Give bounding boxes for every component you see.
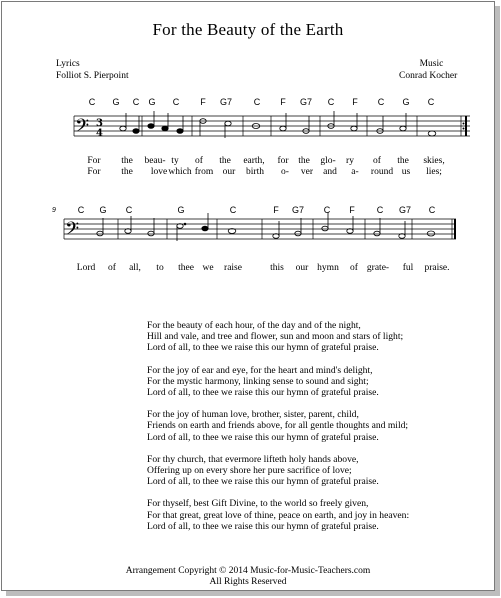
chord-symbol: C xyxy=(428,205,436,215)
staff-system-2-notes xyxy=(97,213,435,241)
lyrics-label: Lyrics xyxy=(56,59,80,69)
lyricist-name: Folliot S. Pierpoint xyxy=(56,71,129,81)
chord-symbol: C xyxy=(253,97,261,107)
lyric-syllable: of xyxy=(108,263,116,273)
verse-line: Friends on earth and friends above, for all gentle thoughts and mild; xyxy=(147,420,409,432)
chord-symbol: C xyxy=(427,97,435,107)
measure-number: 9 xyxy=(52,207,56,214)
lyric-syllable: of xyxy=(350,263,358,273)
chord-symbol: G xyxy=(99,205,107,215)
verse-line: Offering up on every shore her pure sacrifice of love; xyxy=(147,465,352,477)
lyric-syllable: o- xyxy=(281,167,289,177)
chord-symbol: G xyxy=(148,97,156,107)
verse-line: For the beauty of each hour, of the day and of the night, xyxy=(147,320,361,331)
lyric-syllable: For xyxy=(87,167,101,177)
chord-symbol: G7 xyxy=(219,97,233,107)
lyric-syllable: the xyxy=(121,167,133,177)
verse-line: For thyself, best Gift Divine, to the world so freely given, xyxy=(147,498,369,510)
staff-system-2 xyxy=(64,219,456,239)
chord-symbol: C xyxy=(327,97,335,107)
lyric-syllable: For xyxy=(87,156,101,166)
lyric-syllable: which xyxy=(168,167,192,177)
chord-symbol: F xyxy=(349,205,355,215)
lyric-syllable: earth, xyxy=(243,156,265,166)
verse-block xyxy=(147,365,447,399)
chord-symbol: G xyxy=(177,205,185,215)
chord-symbol: C xyxy=(376,205,384,215)
lyric-syllable: hymn xyxy=(317,263,339,273)
lyric-syllable: our xyxy=(222,167,236,177)
svg-text:4: 4 xyxy=(96,128,103,139)
lyric-syllable: this xyxy=(270,263,284,273)
lyric-syllable: a- xyxy=(351,167,359,177)
chord-symbol: G xyxy=(402,97,410,107)
lyric-syllable: ver xyxy=(300,167,314,177)
verse-line: Lord of all, to thee we raise this our hymn of grateful praise. xyxy=(147,431,379,443)
lyric-syllable: ful xyxy=(402,263,414,273)
verse-line: For thy church, that evermore lifteth holy hands above, xyxy=(147,453,359,465)
lyric-syllable: thee xyxy=(178,263,194,273)
svg-text:3: 3 xyxy=(96,118,103,129)
lyric-syllable: grate- xyxy=(366,263,390,273)
verse-line: Lord of all, to thee we raise this our hymn of grateful praise. xyxy=(147,387,379,399)
lyric-syllable: the xyxy=(397,156,409,166)
chord-symbol: C xyxy=(125,205,133,215)
verse-block xyxy=(147,409,447,443)
chord-symbol: G7 xyxy=(299,97,313,107)
song-title: For the Beauty of the Earth xyxy=(152,20,344,39)
chord-symbol: F xyxy=(280,97,286,107)
lyric-syllable: of xyxy=(373,156,381,166)
verse-line: For the mystic harmony, linking sense to sound and sight; xyxy=(147,375,369,387)
chord-symbol: C xyxy=(88,97,96,107)
music-label: Music xyxy=(419,59,444,69)
verse-line: For the joy of human love, brother, sister, parent, child, xyxy=(147,409,359,421)
composer-name: Conrad Kocher xyxy=(399,71,458,81)
chord-symbol: G7 xyxy=(398,205,412,215)
verse-line: Lord of all, to thee we raise this our hymn of grateful praise. xyxy=(147,342,379,354)
lyric-syllable: Lord xyxy=(76,263,96,273)
lyric-syllable: ry xyxy=(346,156,354,166)
lyric-syllable: for xyxy=(277,156,289,166)
lyric-syllable: glo- xyxy=(320,156,336,166)
chord-symbol: F xyxy=(352,97,358,107)
lyric-syllable: love xyxy=(150,167,168,177)
lyric-syllable: and xyxy=(323,167,337,177)
chord-symbol: F xyxy=(273,205,279,215)
lyric-syllable: beau- xyxy=(144,156,166,166)
verse-line: For that great, great love of thine, peace on earth, and joy in heaven: xyxy=(147,509,410,521)
chord-symbol: C xyxy=(172,97,180,107)
lyric-syllable: skies, xyxy=(423,156,445,166)
verse-line: Lord of all, to thee we raise this our hymn of grateful praise. xyxy=(147,476,379,488)
chord-symbol: C xyxy=(323,205,331,215)
verse-block xyxy=(147,454,447,488)
lyric-syllable: we xyxy=(202,263,214,273)
lyric-syllable: the xyxy=(121,156,133,166)
lyric-syllable: praise. xyxy=(424,263,450,273)
chord-symbol: F xyxy=(200,97,206,107)
lyric-syllable: birth xyxy=(246,167,264,177)
lyric-syllable: lies; xyxy=(426,167,442,177)
lyric-syllable: our xyxy=(295,263,309,273)
chord-symbol: C xyxy=(77,205,85,215)
verse-block xyxy=(147,498,447,532)
verse-block xyxy=(147,320,447,354)
chord-symbol: G xyxy=(112,97,120,107)
lyric-syllable: the xyxy=(298,156,310,166)
verse-line: Lord of all, to thee we raise this our hymn of grateful praise. xyxy=(147,520,379,532)
staff-system-2-symbols xyxy=(65,219,79,244)
svg-text:𝄢: 𝄢 xyxy=(75,116,90,141)
lyric-syllable: ty xyxy=(171,156,179,166)
chord-symbol: C xyxy=(377,97,385,107)
copyright-notice: Arrangement Copyright © 2014 Music-for-Music-Teachers.com xyxy=(125,566,371,576)
svg-text:𝄢: 𝄢 xyxy=(65,219,80,244)
lyric-syllable: from xyxy=(194,167,214,177)
chord-symbol: C xyxy=(132,97,140,107)
lyric-syllable: to xyxy=(156,263,164,273)
chord-symbol: G7 xyxy=(291,205,305,215)
lyric-syllable: the xyxy=(219,156,231,166)
lyric-syllable: round xyxy=(370,167,394,177)
chord-symbol: C xyxy=(229,205,237,215)
lyric-syllable: us xyxy=(401,167,411,177)
verse-line: For the joy of ear and eye, for the heart and mind's delight, xyxy=(147,364,373,376)
lyric-syllable: raise xyxy=(224,263,242,273)
rights-notice: All Rights Reserved xyxy=(209,577,287,587)
additional-verses xyxy=(147,320,447,543)
lyric-syllable: all, xyxy=(129,263,141,273)
footer xyxy=(0,566,496,588)
lyric-syllable: of xyxy=(195,156,203,166)
verse-line: Hill and vale, and tree and flower, sun and moon and stars of light; xyxy=(147,331,404,343)
staff-system-1-notes xyxy=(120,111,436,138)
